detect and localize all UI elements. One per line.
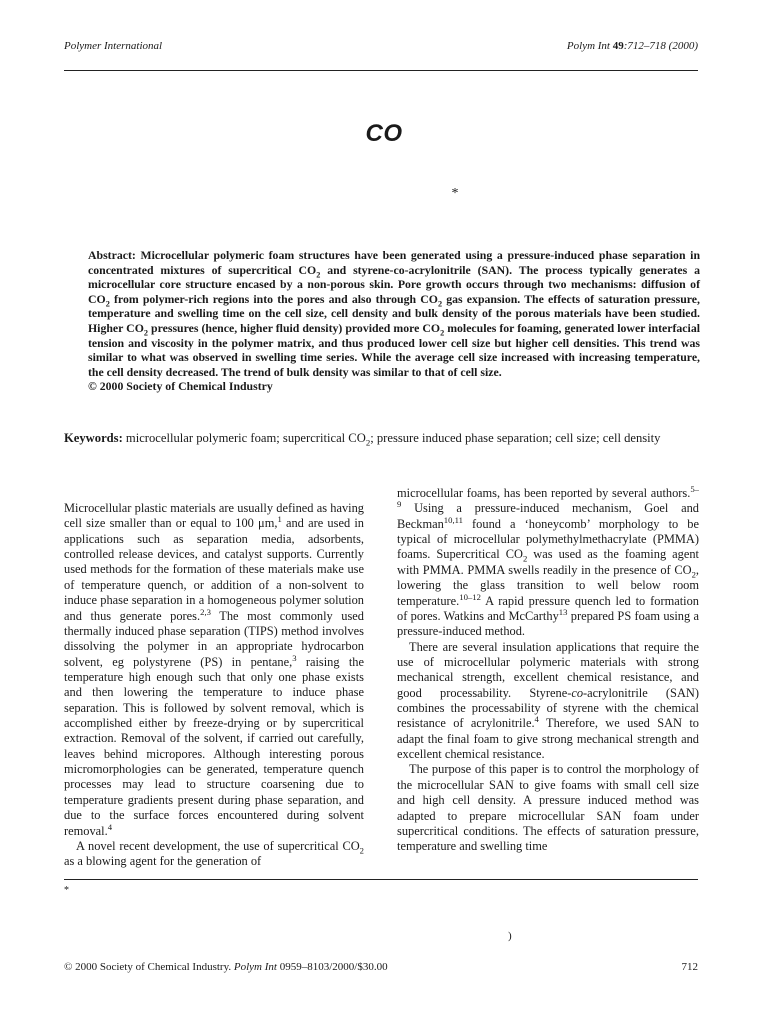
footer-issn: 0959–8103/2000/$30.00	[279, 961, 388, 973]
paragraph	[397, 483, 699, 640]
abstract-line: from polymer-rich regions into the pores	[109, 291, 325, 306]
abstract-line: on the cell size, cell density and bulk density of the porous materials have been studied. Higher CO	[88, 306, 700, 335]
citation-volume: 49	[612, 40, 624, 52]
subscript: 2	[105, 299, 110, 309]
text: The most commonly used thermally induced phase separation (TIPS) method involves dissolving the polymer in an appropriate hydrocarbon solvent, eg polystyrene (PS) in pentane,	[64, 608, 364, 669]
text: Microcellular plastic materials are usually defined as having cell size smaller than or equal to 100 μm,	[64, 501, 364, 531]
body-column-right	[397, 483, 699, 855]
citation-sup: 1	[277, 514, 282, 525]
text: Using a pressure-induced mechanism, Goel and Beckman	[397, 501, 699, 531]
keywords-text: microcellular polymeric foam; supercritical CO	[122, 431, 366, 445]
text: A rapid pressure quench led to formation of pores. Watkins and McCarthy	[397, 593, 699, 623]
paragraph: The purpose of this paper is to control the morphology of the microcellular SAN to give foams with small cell size and high cell density. A pressure induced method was adapted to prepare microcellular SAN foam under supercritical conditions. The effects of saturation pressure, temperature and swelling time	[397, 762, 699, 854]
subscript: 2	[359, 845, 364, 856]
text: , lowering the glass transition to well below room temperature.	[397, 562, 699, 608]
abstract-line: cell size increased with increasing temperature, the cell density decreased. The trend of bulk density	[88, 350, 701, 379]
running-header-journal: Polymer International	[64, 40, 163, 52]
citation-sup: 3	[292, 652, 297, 663]
abstract-copyright: © 2000 Society of Chemical Industry	[88, 379, 273, 394]
author-affiliation-mark: *	[451, 186, 459, 201]
subscript: 2	[437, 299, 443, 309]
keywords-label: Keywords:	[64, 431, 123, 445]
text: microcellular foams, has been reported by several authors.	[397, 486, 691, 500]
subscript: 2	[522, 553, 528, 564]
text: was used as the foaming agent with PMMA. PMMA swells readily in the presence of CO	[397, 547, 699, 577]
abstract-line: cell densities. This trend was similar to what was observed in swelling time series. While the average	[88, 335, 700, 365]
keywords-text: ; pressure induced phase separation; cell size; cell density	[370, 431, 661, 445]
abstract-label: Abstract:	[88, 248, 136, 262]
text: as a blowing agent for the generation of	[64, 854, 262, 869]
paragraph	[64, 501, 364, 839]
subscript: 2	[316, 269, 321, 279]
abstract-text	[88, 248, 700, 379]
text: raising the temperature high enough such that only one phase exists and then lowering the temperature to induce phase separation. This is followed by solvent removal, which is accomplished either by freeze-drying or by supercritical extraction. Removal of the solvent, if carried out carefully, leaves behind micropores. Although interesting porous micromorphologies can be generated, temperature quench processes may lead to structure coarsening due to temperature gradients present during phase separation, and due to the surface forces encountered during solvent removal.	[64, 654, 364, 838]
text: prepared PS foam using a pressure-induced method.	[397, 608, 699, 639]
abstract-line: gas expansion. The effects of saturation pressure, temperature and swelling time	[88, 291, 700, 321]
paragraph	[64, 839, 364, 870]
citation-sup: 2,3	[200, 606, 211, 617]
footer-journal: Polym Int	[233, 961, 277, 973]
citation-sup: 5–9	[397, 483, 699, 510]
abstract	[88, 248, 700, 394]
abstract-line: Microcellular polymeric foam structures have been generated using a pressure-induced	[140, 248, 595, 262]
citation-pages: :712–718 (2000)	[623, 40, 698, 52]
paragraph	[397, 640, 699, 763]
citation-sup: 4	[534, 714, 539, 725]
abstract-line: and styrene-co-acrylonitrile (SAN).	[320, 262, 513, 277]
paper-title: CO	[365, 120, 403, 147]
abstract-line: growth occurs through two mechanisms: diffusion of CO	[88, 277, 701, 306]
subscript: 2	[440, 328, 445, 338]
running-header-citation	[567, 40, 698, 52]
italic-text: co	[571, 685, 584, 700]
abstract-line: and also through CO	[328, 291, 438, 306]
citation-sup: 4	[107, 821, 113, 832]
text: There are several insulation applications that require the use of microcellular polymeric materials with strong mechanical strength, excellent chemical resistance, and good processability. Styrene-	[397, 639, 699, 700]
subscript: 2	[691, 569, 696, 580]
text: -acrylonitrile (SAN) combines the processability of styrene with the chemical resistance of acrylonitrile.	[397, 685, 699, 731]
citation-sup: 10–12	[459, 591, 481, 602]
footer-copyright	[64, 961, 388, 973]
footnote-mark: *	[64, 885, 69, 896]
abstract-line: interfacial tension and viscosity in the polymer matrix, and thus produced lower cell size but higher	[88, 320, 700, 350]
text: found a ‘honeycomb’ morphology to be typical of microcellular polymethylmethacrylate (PMMA) foams. Supercritical CO	[397, 516, 699, 562]
citation-prefix: Polym Int	[566, 40, 610, 52]
abstract-line: molecules for foaming, generated lower	[444, 320, 646, 335]
text: Therefore, we used SAN to adapt the final foam to give strong mechanical strength and excellent chemical resistance.	[397, 716, 699, 762]
header-rule	[64, 70, 698, 71]
text: and are used in applications such as separation media, adsorbents, controlled release devices, and catalyst supports. Currently used methods for the formation of these materials make use of temperature quench, or addition of a non-solvent to induce phase separation in a homogeneous polymer solution and thus generate pores.	[64, 516, 364, 623]
abstract-line: was similar to that of cell size.	[351, 364, 502, 379]
subscript: 2	[143, 328, 149, 338]
body-column-left	[64, 501, 364, 870]
citation-sup: 13	[558, 606, 568, 617]
subscript: 2	[365, 437, 371, 448]
keywords	[64, 431, 702, 446]
text: A novel recent development, the use of supercritical CO	[76, 838, 360, 853]
stray-parenthesis: )	[508, 930, 512, 942]
abstract-line: phase separation in concentrated mixtures of supercritical CO	[88, 248, 701, 277]
citation-sup: 10,11	[443, 514, 463, 525]
abstract-line: pressures (hence, higher fluid density) provided more CO	[151, 320, 441, 335]
footer-copyright-text: © 2000 Society of Chemical Industry.	[64, 961, 232, 973]
page-number: 712	[681, 961, 698, 973]
abstract-line: The process typically generates a microcellular core structure encased by a non-porous skin. Pore	[88, 262, 700, 292]
footnote-rule	[64, 879, 698, 880]
